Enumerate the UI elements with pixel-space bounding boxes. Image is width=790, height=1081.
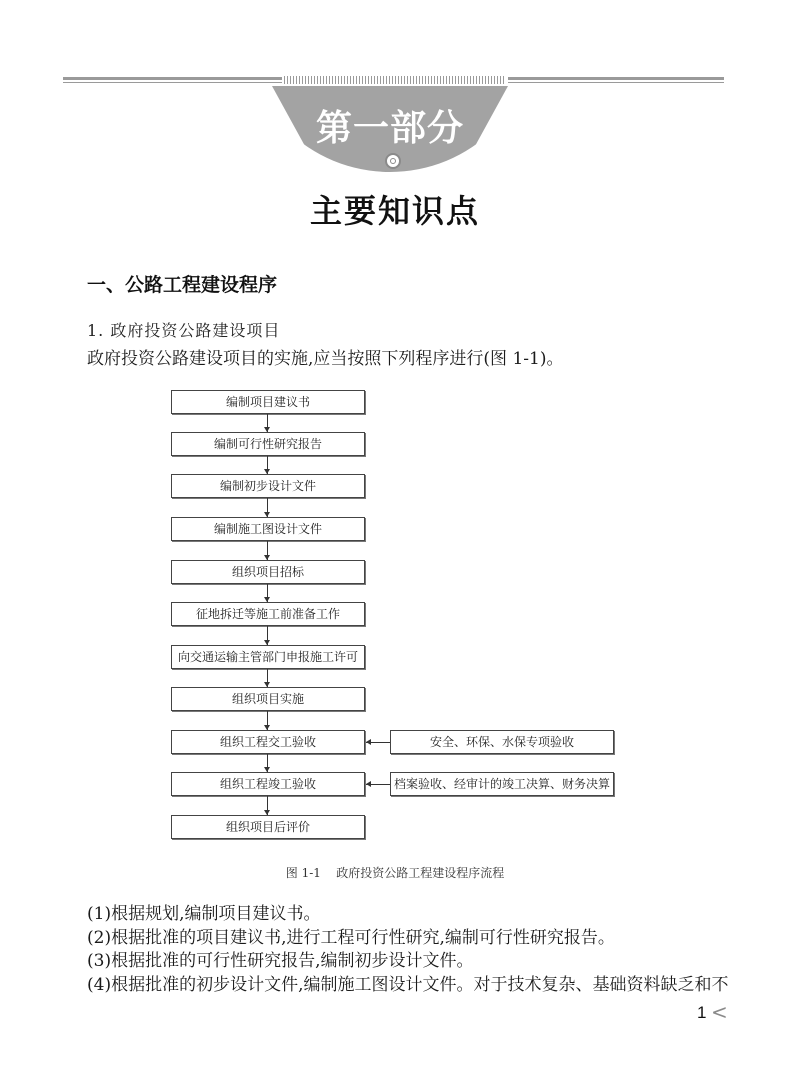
target-ornament-icon [385, 153, 401, 169]
body-item-1: (1)根据规划,编制项目建议书。 [87, 904, 321, 924]
section-heading: 一、公路工程建设程序 [87, 274, 278, 296]
header-tick-band [284, 76, 506, 84]
body-item-2: (2)根据批准的项目建议书,进行工程可行性研究,编制可行性研究报告。 [87, 928, 615, 948]
flow-step-1: 编制项目建议书 [171, 390, 365, 414]
flow-step-10: 组织工程竣工验收 [171, 772, 365, 796]
subsection-heading: 1. 政府投资公路建设项目 [87, 321, 281, 340]
arrow-down-icon [267, 796, 268, 815]
body-item-3: (3)根据批准的可行性研究报告,编制初步设计文件。 [87, 951, 474, 971]
arrow-down-icon [267, 711, 268, 730]
side-input-1: 安全、环保、水保专项验收 [390, 730, 614, 754]
flow-step-3: 编制初步设计文件 [171, 474, 365, 498]
arrow-down-icon [267, 754, 268, 772]
part-label: 第一部分 [315, 108, 464, 149]
flow-step-9: 组织工程交工验收 [171, 730, 365, 754]
header-rule-left-thick [63, 77, 282, 80]
header-rule-right-thin [508, 82, 724, 83]
page-number: 1 [697, 1003, 707, 1022]
arrow-down-icon [267, 584, 268, 602]
flow-step-5: 组织项目招标 [171, 560, 365, 584]
body-item-4: (4)根据批准的初步设计文件,编制施工图设计文件。对于技术复杂、基础资料缺乏和不 [87, 975, 729, 995]
flow-step-2: 编制可行性研究报告 [171, 432, 365, 456]
figure-caption: 图 1-1 政府投资公路工程建设程序流程 [285, 866, 505, 880]
arrow-left-icon [366, 784, 390, 785]
flow-step-7: 向交通运输主管部门申报施工许可 [171, 645, 365, 669]
arrow-down-icon [267, 669, 268, 687]
flow-step-4: 编制施工图设计文件 [171, 517, 365, 541]
intro-paragraph: 政府投资公路建设项目的实施,应当按照下列程序进行(图 1-1)。 [87, 349, 564, 369]
side-input-2: 档案验收、经审计的竣工决算、财务决算 [390, 772, 614, 796]
flow-step-8: 组织项目实施 [171, 687, 365, 711]
arrow-down-icon [267, 541, 268, 560]
arrow-down-icon [267, 414, 268, 432]
arrow-down-icon [267, 456, 268, 474]
page-title: 主要知识点 [309, 192, 480, 230]
flow-step-11: 组织项目后评价 [171, 815, 365, 839]
arrow-down-icon [267, 498, 268, 517]
header-rule-right-thick [508, 77, 724, 80]
arrow-left-icon [366, 742, 390, 743]
arrow-down-icon [267, 626, 268, 645]
flow-step-6: 征地拆迁等施工前准备工作 [171, 602, 365, 626]
page-marker-icon: < [711, 1000, 728, 1024]
header-rule-left-thin [63, 82, 282, 83]
